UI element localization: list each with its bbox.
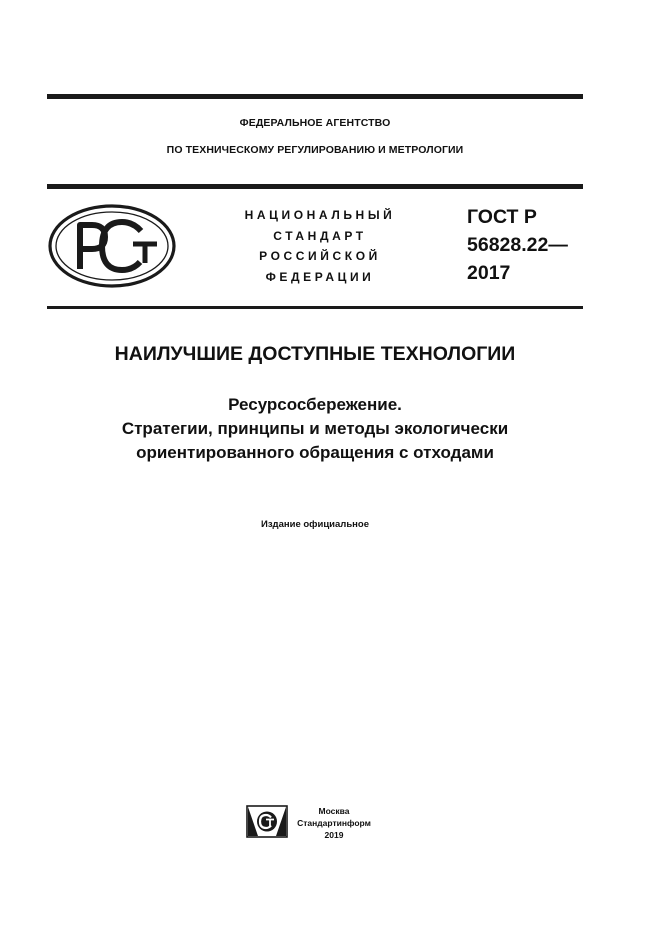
publisher-imprint [292,805,376,841]
subtitle-line-1: Ресурсосбережение. [228,395,402,414]
designation-line-3: 2017 [467,262,511,284]
rst-certification-mark-icon [47,203,177,289]
header-rule [47,184,583,189]
standartinform-logo-icon [246,805,288,838]
subtitle-line-2: Стратегии, принципы и методы экологически [121,419,509,438]
standard-designation [467,203,568,287]
designation-line-2: 56828.22— [467,234,568,256]
designation-line-1: ГОСТ Р [467,206,537,228]
standard-type-line-3: РОССИЙСКОЙ [259,249,381,263]
agency-line-1: ФЕДЕРАЛЬНОЕ АГЕНТСТВО [239,117,391,129]
standard-type-line-1: НАЦИОНАЛЬНЫЙ [244,208,396,222]
standard-type-line-4: ФЕДЕРАЦИИ [265,269,375,284]
agency-line-2: ПО ТЕХНИЧЕСКОМУ РЕГУЛИРОВАНИЮ И МЕТРОЛОГИИ [166,144,464,156]
standard-type [215,205,425,287]
publication-year: 2019 [324,830,344,840]
subtitle-line-3: ориентированного обращения с отходами [136,443,494,462]
designation-rule [47,306,583,309]
standard-type-line-2: СТАНДАРТ [273,228,367,243]
document-title: НАИЛУЧШИЕ ДОСТУПНЫЕ ТЕХНОЛОГИИ [114,343,516,365]
top-rule [47,94,583,99]
document-subtitle [47,393,583,465]
publisher-city: Москва [318,806,350,816]
edition-label: Издание официальное [261,519,369,530]
publisher-name: Стандартинформ [297,818,371,828]
